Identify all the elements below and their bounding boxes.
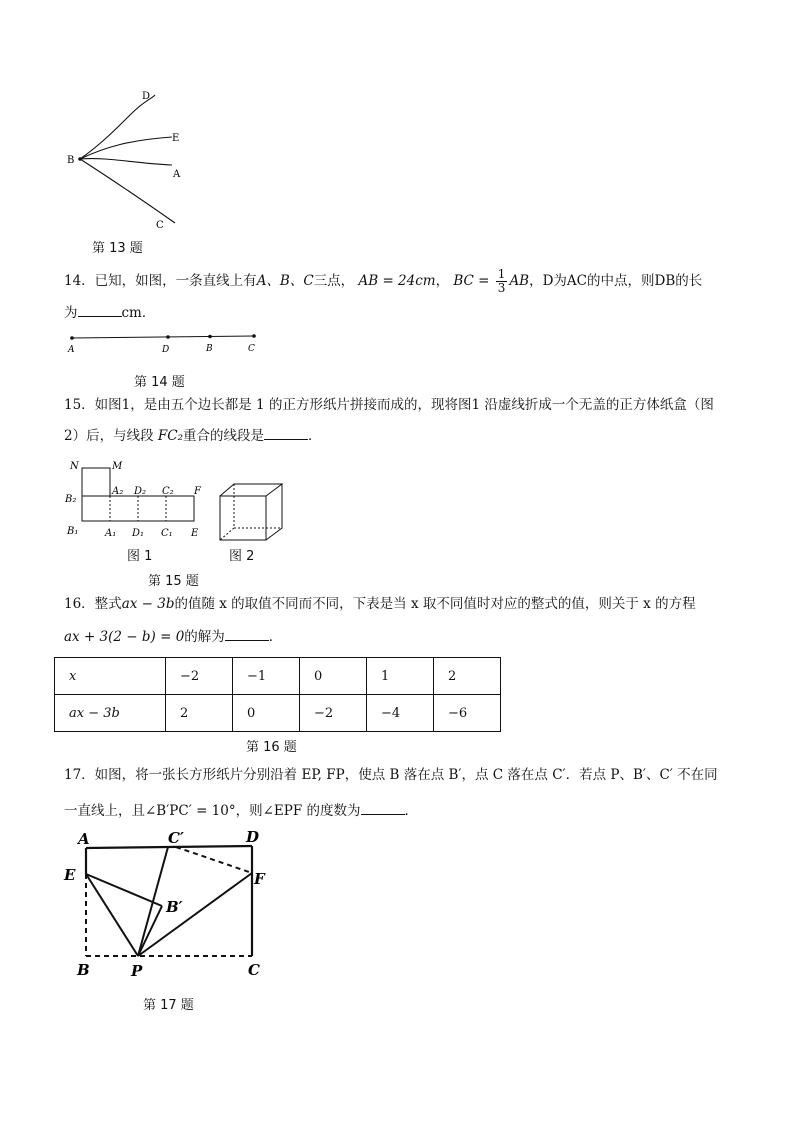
q16-expr: ax − 3b <box>121 596 175 612</box>
q15-line2-end: ． <box>308 428 322 444</box>
q14-point-a <box>70 336 74 340</box>
cube-hidden-2 <box>220 528 234 540</box>
q17-answer-blank[interactable] <box>361 802 405 815</box>
q14-text-pre: 14．已知，如图，一条直线上有 <box>64 273 257 289</box>
q17-label-p: P <box>131 962 143 980</box>
crease-fp <box>138 873 252 956</box>
ray-bd <box>80 95 155 159</box>
q17-label-a: A <box>78 830 90 848</box>
q14-bc-rhs: AB <box>509 273 530 289</box>
q17-label-d: D <box>246 828 260 846</box>
q14-points: A、B、C <box>256 273 314 289</box>
q14-bc-lhs: BC = <box>453 273 490 289</box>
q17-line2-pre: 一直线上，且∠B′PC′ = 10°，则∠EPF 的度数为 <box>64 803 361 819</box>
table-cell: −1 <box>233 658 300 695</box>
q15-label-m: M <box>112 461 123 472</box>
cube-top <box>220 484 282 496</box>
q14-comma: ， <box>435 273 450 289</box>
q17-label-f: F <box>254 870 265 888</box>
q15-line2-pre: 2）后，与线段 <box>64 428 154 444</box>
q14-label-a: A <box>68 345 75 355</box>
q17-label-b-prime: B′ <box>166 898 183 916</box>
q15-line2 <box>64 426 322 446</box>
table-cell: −2 <box>166 658 233 695</box>
label-b: B <box>67 155 75 166</box>
q14-caption: 第 14 题 <box>134 375 185 390</box>
q15-label-a1: A₁ <box>105 528 117 539</box>
q17-line2 <box>64 801 418 821</box>
q15-figure-1 <box>62 458 212 542</box>
q15-segment: FC₂ <box>157 428 183 444</box>
q14-label-c: C <box>248 344 255 354</box>
point-b <box>78 157 82 161</box>
cube-hidden <box>234 484 282 528</box>
edge-cf-dashed <box>176 847 252 873</box>
q15-label-d1: D₁ <box>132 528 145 539</box>
cube-right <box>266 484 282 540</box>
q17-line1: 17．如图，将一张长方形纸片分别沿着 EP, FP，使点 B 落在点 B′，点 C 落在点 C′．若点 P、B′、C′ 不在同 <box>64 767 718 783</box>
q14-point-c <box>252 334 256 338</box>
q15-label-d2: D₂ <box>134 486 147 497</box>
q14-figure <box>62 330 262 356</box>
table-cell: 2 <box>434 658 501 695</box>
q15-label-c2: C₂ <box>162 486 174 497</box>
q15-label-f: F <box>194 486 201 497</box>
q17-label-b: B <box>77 961 90 979</box>
q14-point-d <box>166 335 170 339</box>
q16-line2 <box>64 627 282 647</box>
cube-front <box>220 496 266 540</box>
q14-d-text: ，D为AC的中点，则DB的长 <box>529 273 703 289</box>
q13-caption: 第 13 题 <box>92 241 143 256</box>
crease-ep <box>86 874 138 956</box>
q15-figure-2-cube <box>216 480 288 544</box>
q15-label-n: N <box>70 461 79 472</box>
q16-caption: 第 16 题 <box>246 740 297 755</box>
q15-line1: 15．如图1，是由五个边长都是 1 的正方形纸片拼接而成的，现将图1 沿虚线折成一个无盖的正方体纸盒（图 <box>64 397 714 413</box>
q17-caption: 第 17 题 <box>143 998 194 1013</box>
q14-line2-pre: 为 <box>64 305 78 321</box>
table-cell: 1 <box>367 658 434 695</box>
q17-line2-end: ． <box>404 803 419 819</box>
q16-equation: ax + 3(2 − b) = 0 <box>64 629 185 645</box>
q15-label-b1: B₁ <box>67 526 79 537</box>
q14-ab-eq: AB = 24cm <box>358 273 436 289</box>
q13-figure <box>60 85 200 235</box>
edge-c-prime-p <box>138 847 168 956</box>
table-row-expr <box>55 695 501 732</box>
net-top-square <box>82 468 110 496</box>
table-cell: −4 <box>367 695 434 732</box>
q16-line1-post: 的值随 x 的取值不同而不同，下表是当 x 取不同值时对应的整式的值，则关于 x 的方程 <box>174 596 696 612</box>
q16-line2-post: 的解为 <box>184 629 225 645</box>
q14-frac-num: 1 <box>497 267 506 281</box>
q14-point-b <box>208 335 212 339</box>
table-row-x <box>55 658 501 695</box>
q16-line2-end: ． <box>268 629 283 645</box>
q16-value-table <box>54 657 501 732</box>
q15-label-b2: B₂ <box>65 494 77 505</box>
q14-frac-den: 3 <box>497 281 506 295</box>
q17-label-c: C <box>248 961 260 979</box>
label-e: E <box>172 133 180 144</box>
table-cell: −2 <box>300 695 367 732</box>
ray-ba <box>80 159 172 165</box>
q14-answer-blank[interactable] <box>78 304 122 317</box>
q16-answer-blank[interactable] <box>225 628 269 641</box>
q15-fig2-label: 图 2 <box>229 549 255 564</box>
q14-text-mid: 三点， <box>313 273 355 289</box>
q15-answer-blank[interactable] <box>264 427 308 440</box>
q16-line1 <box>64 594 696 614</box>
q15-label-a2: A₂ <box>112 486 124 497</box>
q17-label-c-prime: C′ <box>168 829 184 847</box>
table-head-expr: ax − 3b <box>55 695 166 732</box>
table-cell: 2 <box>166 695 233 732</box>
q14-label-b: B <box>206 344 213 354</box>
label-c: C <box>156 220 164 231</box>
q16-line1-pre: 16．整式 <box>64 596 122 612</box>
q14-line2 <box>64 303 155 323</box>
q17-label-e: E <box>64 866 76 884</box>
table-cell: 0 <box>233 695 300 732</box>
edge-eb-prime <box>86 874 162 906</box>
q14-fraction <box>496 268 508 295</box>
label-a: A <box>173 169 181 180</box>
q15-label-c1: C₁ <box>161 528 173 539</box>
q15-fig1-label: 图 1 <box>127 549 153 564</box>
q14-line1 <box>64 268 702 295</box>
q14-line <box>72 336 254 338</box>
q17-figure <box>60 826 280 988</box>
ray-bc <box>80 159 175 223</box>
q14-label-d: D <box>162 345 170 355</box>
q14-line2-post: cm． <box>121 305 156 321</box>
q15-line2-post: 重合的线段是 <box>183 428 264 444</box>
label-d: D <box>142 91 151 102</box>
q15-caption: 第 15 题 <box>148 574 199 589</box>
table-cell: −6 <box>434 695 501 732</box>
table-cell: 0 <box>300 658 367 695</box>
q15-label-e: E <box>191 528 199 539</box>
table-head-x: x <box>55 658 166 695</box>
